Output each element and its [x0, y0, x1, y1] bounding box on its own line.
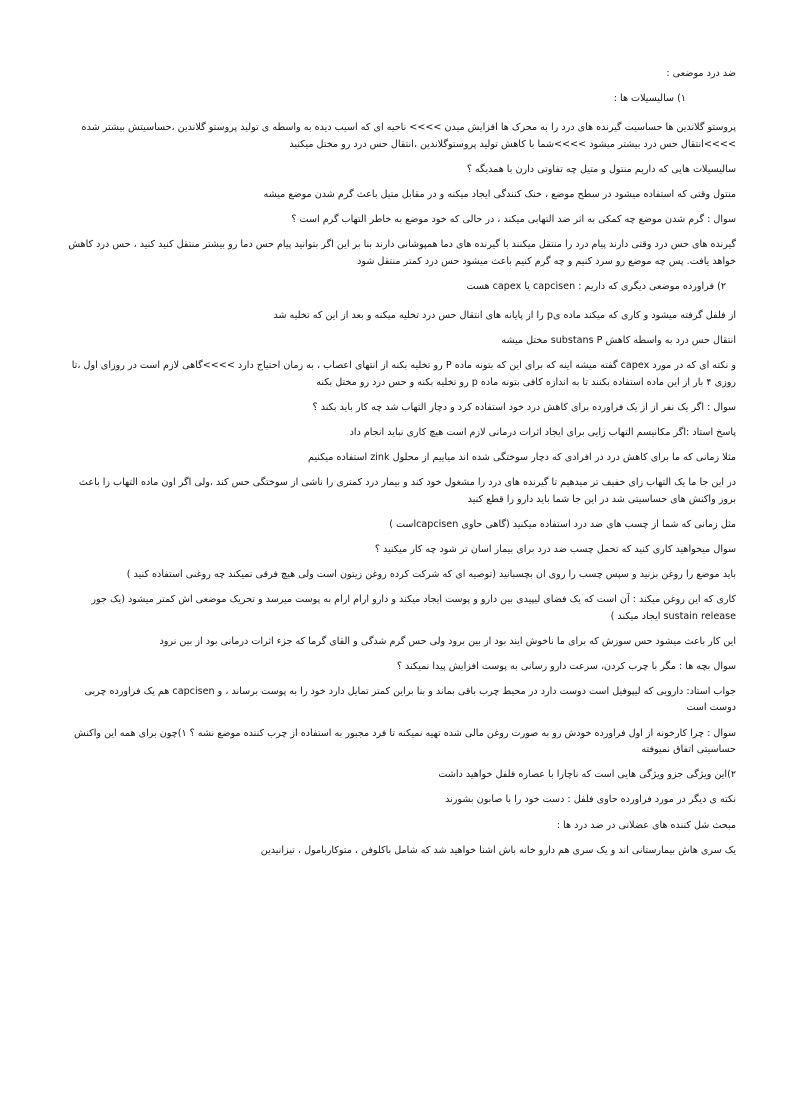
question-paragraph: سوال میخواهید کاری کنید که تحمل چسب ضد درد برای بیمار اسان تر شود چه کار میکنید ؟ [374, 544, 736, 556]
paragraph: نکته ی دیگر در مورد فراورده حاوی فلفل : دست خود را با صابون بشورند [445, 794, 736, 806]
paragraph: سالیسیلات هایی که داریم منتول و متیل چه تفاوتی دارن با همدیگه ؟ [466, 163, 736, 175]
section-heading: ضد درد موضعی : [666, 68, 736, 79]
question-paragraph: سوال : گرم شدن موضع چه کمکی به اثر ضد التهابی میکند ، در حالی که خود موضع به خاطر التهاب گرم است ؟ [291, 214, 736, 226]
paragraph: و نکته ای که در مورد capex گفته میشه اینه که برای این که بتونه ماده P رو تخلیه بکنه از انتهای اعصاب ، به زمان احتیاج دارد >>>>گاهی لازم است در روزای اول ،تا روزی ۴ بار از این ماده استفاده بکنند تا به اندازه کافی بتونه ماده p رو تخلیه بکنه و حس درد رو مختل بکنه [71, 360, 736, 388]
section-heading: مبحث شل کننده های عضلانی در ضد درد ها : [556, 819, 736, 831]
paragraph: این کار باعث میشود حس سوزش که برای ما ناخوش ایند بود از بین برود ولی حس گرم شدگی و القای گرما که جزء اثرات درمانی بود از بین نرود [159, 635, 736, 647]
paragraph: مثل زمانی که شما از چسب های ضد درد استفاده میکنید (گاهی حاوی capcisenاست ) [389, 518, 736, 530]
paragraph: ۲)این ویژگی جزو ویژگی هایی است که ناچارا با عصاره فلفل خواهید داشت [438, 769, 736, 781]
paragraph: از فلفل گرفته میشود و کاری که میکند ماده یp را از پایانه های انتقال حس درد تخلیه میکنه و بعد از این که تخلیه شد [273, 310, 736, 322]
paragraph: پروستو گلاندین ها حساسیت گیرنده های درد را به محرک ها افزایش میدن >>>> ناحیه ای که اسیب دیده به واسطه ی تولید پروستو گلاندین ،حساسیتش بیشتر شده >>>>انتقال حس درد بیشتر میشود >>>>شما با کاهش تولید پروستوگلاندین ،انتقال حس درد رو مختل میکنید [81, 122, 736, 150]
answer-paragraph: جواب استاد: دارویی که لیپوفیل است دوست دارد در محیط چرب باقی بماند و بنا براین کمتر تمایل دارد خود را به پوست برساند ، و capcisen هم یک فراورده چربی دوست است [84, 686, 736, 714]
answer-paragraph: پاسخ استاد :اگر مکانیسم التهاب زایی برای ایجاد اثرات درمانی لازم است هیچ کاری نباید انجام داد [349, 427, 736, 439]
paragraph: مثلا زمانی که ما برای کاهش درد در افرادی که دچار سوختگی شده اند میاییم از محلول zink استفاده میکنیم [307, 452, 736, 464]
paragraph: یک سری هاش بیمارستانی اند و یک سری هم دارو خانه باش اشنا خواهید شد که شامل باکلوفن ، متوکاربامول ، تیزانیدین [260, 844, 736, 856]
numbered-item-salicylates: ۱) سالیسیلات ها : [613, 93, 686, 105]
question-paragraph: سوال : چرا کارخونه از اول فراورده خودش رو به صورت روغن مالی شده تهیه نمیکنه تا فرد مجبور به استفاده از چرب کننده موضع نشه ؟ ۱)چون برای همه این واکنش حساسیتی اتفاق نمیوفته [74, 727, 736, 755]
paragraph: باید موضع را روغن بزنید و سپس چسب را روی ان بچسبانید (توصیه ای که شرکت کرده روغن زیتون است ولی هیچ فرقی نمیکند چه روغنی استفاده کنید ) [126, 569, 736, 581]
document-body [60, 66, 736, 859]
question-paragraph: سوال بچه ها : مگر با چرب کردن، سرعت دارو رسانی به پوست افزایش پیدا نمیکند ؟ [396, 661, 736, 673]
numbered-item-capsaicin: ۲) فراورده موضعی دیگری که داریم : capcisen یا capex هست [466, 280, 726, 292]
paragraph: گیرنده های حس درد وقتی دارند پیام درد را منتقل میکنند با گیرنده های دما همپوشانی دارند بنا بر این اگر بتوانید پیام حس دما رو بیشتر منتقل کنید کنید ، حس درد کاهش خواهد یافت. پس چه موضع رو سرد کنیم و چه گرم کنیم باعث میشود حس درد کمتر منتقل شود [68, 239, 736, 267]
paragraph: در این جا ما یک التهاب زای خفیف تر میدهیم تا گیرنده های درد را مشغول خود کند و بیمار درد کمتری را ناشی از سوختگی حس کند ،ولی اگر اون ماده التهاب زا باعث بروز واکنش های حساسیتی شد در این جا شما باید دارو را قطع کنید [78, 477, 736, 505]
paragraph: انتقال حس درد به واسطه کاهش substans P مختل میشه [501, 335, 736, 347]
question-paragraph: سوال : اگر یک نفر از از یک فراورده برای کاهش درد خود استفاده کرد و دچار التهاب شد چه کار باید بکند ؟ [312, 401, 736, 413]
paragraph: کاری که این روغن میکند : آن است که یک فضای لیپیدی بین دارو و پوست ایجاد میکند و دارو ارام ارام به پوست میرسد و تحریک موضعی اش کمتر میشود (یک جور sustain release ایجاد میکند ) [91, 594, 736, 622]
paragraph: منتول وقتی که استفاده میشود در سطح موضع ، خنک کنندگی ایجاد میکنه و در مقابل متیل باعث گرم شدن موضع میشه [263, 189, 736, 201]
